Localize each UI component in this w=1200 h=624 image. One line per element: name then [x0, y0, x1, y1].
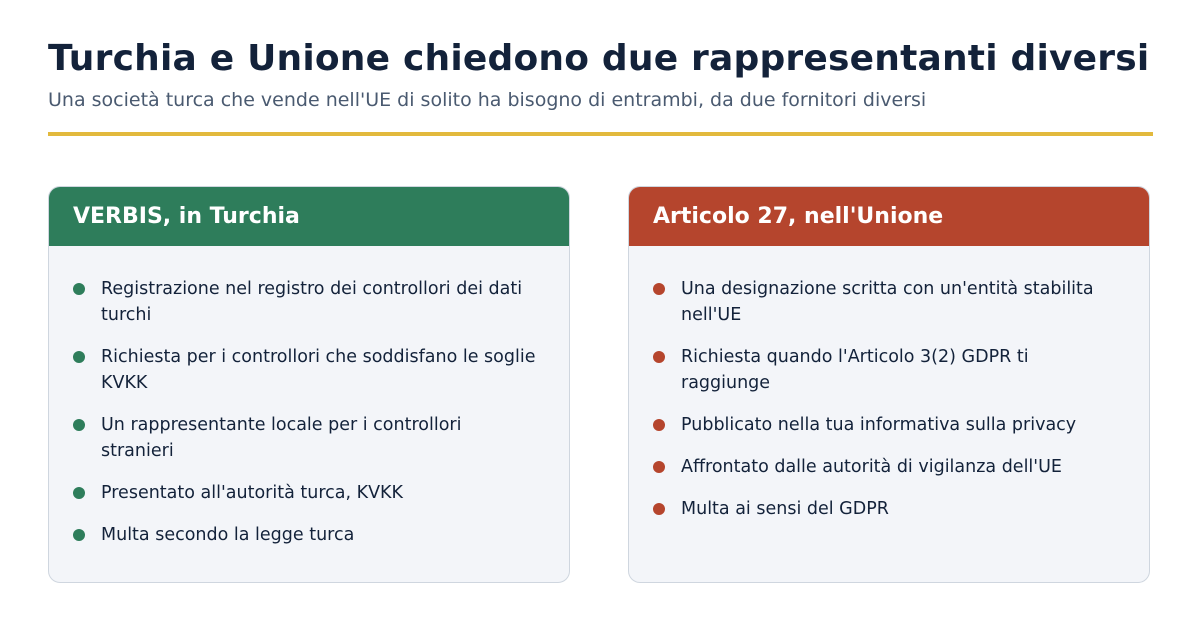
list-item-text: Multa secondo la legge turca [101, 525, 355, 545]
list-item-text: Presentato all'autorità turca, KVKK [101, 483, 403, 503]
list-item [73, 344, 539, 396]
list-item-text: Una designazione scritta con un'entità stabilita nell'UE [681, 279, 1094, 325]
bullet-dot-icon [73, 419, 85, 431]
bullet-dot-icon [73, 351, 85, 363]
page-subtitle: Una società turca che vende nell'UE di solito ha bisogno di entrambi, da due fornitori diversi [48, 89, 927, 111]
list-item-text: Richiesta per i controllori che soddisfano le soglie KVKK [101, 347, 536, 393]
list-item [653, 412, 1119, 438]
list-item [653, 454, 1119, 480]
list-item-text: Registrazione nel registro dei controllori dei dati turchi [101, 279, 523, 325]
list-item-text: Richiesta quando l'Articolo 3(2) GDPR ti raggiunge [681, 347, 1029, 393]
list-item [653, 496, 1119, 522]
article-27-requirements-list [629, 246, 1149, 522]
bullet-dot-icon [653, 283, 665, 295]
accent-divider [48, 132, 1153, 136]
page-title: Turchia e Unione chiedono due rappresentanti diversi [48, 38, 1150, 79]
list-item-text: Un rappresentante locale per i controllori stranieri [101, 415, 462, 461]
bullet-dot-icon [73, 283, 85, 295]
verbis-card [48, 186, 570, 583]
list-item-text: Multa ai sensi del GDPR [681, 499, 889, 519]
article-27-card [628, 186, 1150, 583]
article-27-card-header: Articolo 27, nell'Unione [629, 187, 1149, 246]
list-item-text: Pubblicato nella tua informativa sulla privacy [681, 415, 1077, 435]
list-item [73, 480, 539, 506]
verbis-card-header: VERBIS, in Turchia [49, 187, 569, 246]
list-item [73, 276, 539, 328]
verbis-requirements-list [49, 246, 569, 548]
list-item [653, 276, 1119, 328]
bullet-dot-icon [653, 461, 665, 473]
bullet-dot-icon [73, 529, 85, 541]
bullet-dot-icon [653, 351, 665, 363]
list-item [73, 522, 539, 548]
list-item [73, 412, 539, 464]
list-item [653, 344, 1119, 396]
bullet-dot-icon [653, 419, 665, 431]
list-item-text: Affrontato dalle autorità di vigilanza dell'UE [681, 457, 1062, 477]
bullet-dot-icon [653, 503, 665, 515]
bullet-dot-icon [73, 487, 85, 499]
